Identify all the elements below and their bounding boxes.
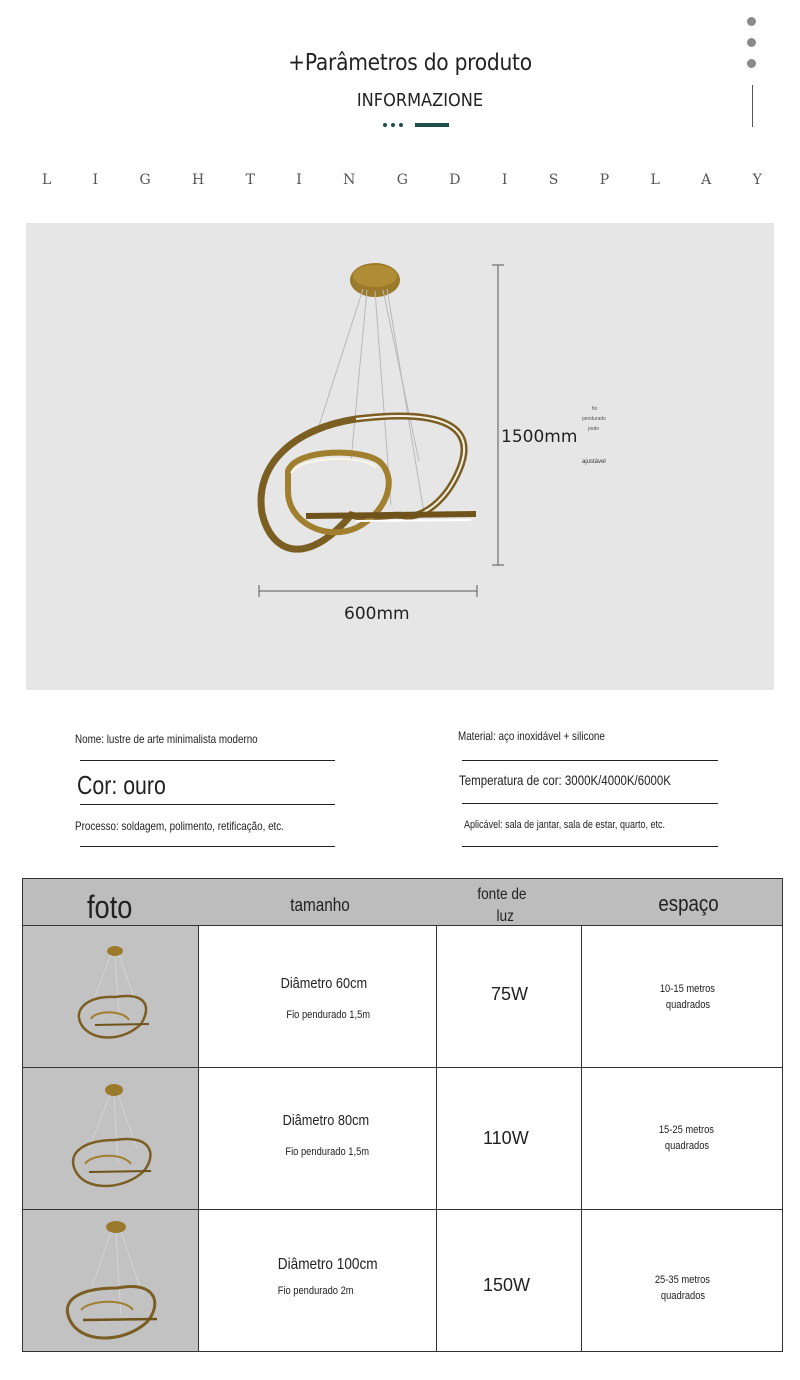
row-space: quadrados	[665, 999, 711, 1011]
row-space: 10-15 metros	[659, 983, 715, 995]
product-photo	[23, 1068, 198, 1209]
letter: T	[245, 172, 255, 188]
row-diameter: Diâmetro 60cm	[280, 975, 368, 992]
letter: I	[92, 172, 99, 188]
chandelier-illustration	[26, 223, 774, 690]
row-diameter: Diâmetro 100cm	[277, 1256, 378, 1273]
note-line: pode	[588, 426, 600, 432]
header-size: tamanho	[290, 895, 350, 915]
letter: A	[701, 172, 712, 188]
divider	[80, 804, 335, 805]
divider	[462, 760, 718, 761]
letter: H	[192, 172, 205, 188]
column-divider	[581, 926, 582, 1352]
letter: L	[42, 172, 52, 188]
header-light-source: luz	[496, 908, 514, 925]
divider	[80, 760, 335, 761]
spec-color: Cor: ouro	[77, 770, 166, 800]
row-space: quadrados	[660, 1290, 706, 1302]
note-line: ajustável	[582, 459, 606, 465]
row-divider	[23, 1067, 782, 1068]
page-subtitle: INFORMAZIONE	[356, 90, 484, 111]
product-photo	[23, 1210, 198, 1351]
spec-color-temperature: Temperatura de cor: 3000K/4000K/6000K	[459, 772, 671, 788]
spec-process: Processo: soldagem, polimento, retificação, etc.	[75, 819, 284, 833]
divider	[462, 803, 718, 804]
divider	[80, 846, 335, 847]
letter: I	[501, 172, 508, 188]
note-line: pendurado	[582, 416, 606, 422]
letter: I	[296, 172, 302, 188]
row-wire: Fio pendurado 1,5m	[286, 1009, 371, 1021]
row-power: 110W	[483, 1128, 529, 1148]
letter: P	[599, 172, 610, 188]
row-space: 25-35 metros	[654, 1274, 710, 1286]
letter: Y	[752, 172, 762, 188]
letter: D	[449, 172, 461, 188]
column-divider	[436, 926, 437, 1352]
divider	[462, 846, 718, 847]
row-power: 75W	[491, 984, 529, 1004]
table-header	[23, 879, 782, 926]
width-label: 600mm	[344, 604, 410, 624]
spec-name: Nome: lustre de arte minimalista moderno	[75, 732, 258, 746]
letter: L	[650, 172, 660, 188]
letter: S	[548, 172, 559, 188]
row-power: 150W	[483, 1275, 531, 1295]
product-photo	[23, 926, 198, 1067]
note-line: fio	[592, 406, 598, 412]
product-size-table	[22, 878, 783, 1352]
spec-applicable: Aplicável: sala de jantar, sala de estar, quarto, etc.	[464, 819, 666, 831]
page-title: +Parâmetros do produto	[288, 50, 532, 76]
spec-material: Material: aço inoxidável + silicone	[458, 729, 605, 743]
column-divider	[198, 926, 199, 1352]
letter: G	[139, 172, 151, 188]
row-wire: Fio pendurado 1,5m	[285, 1146, 370, 1158]
header-light-source: fonte de	[477, 886, 527, 903]
header-space: espaço	[658, 891, 719, 916]
row-divider	[23, 1209, 782, 1210]
letter: G	[396, 172, 408, 188]
row-diameter: Diâmetro 80cm	[282, 1112, 370, 1129]
row-space: quadrados	[664, 1140, 710, 1152]
row-space: 15-25 metros	[658, 1124, 714, 1136]
height-label: 1500mm	[501, 427, 578, 447]
row-wire: Fio pendurado 2m	[277, 1285, 354, 1297]
letter: N	[343, 172, 356, 188]
product-display	[26, 223, 774, 690]
header-photo: foto	[87, 889, 133, 925]
lighting-display-heading	[42, 172, 762, 188]
